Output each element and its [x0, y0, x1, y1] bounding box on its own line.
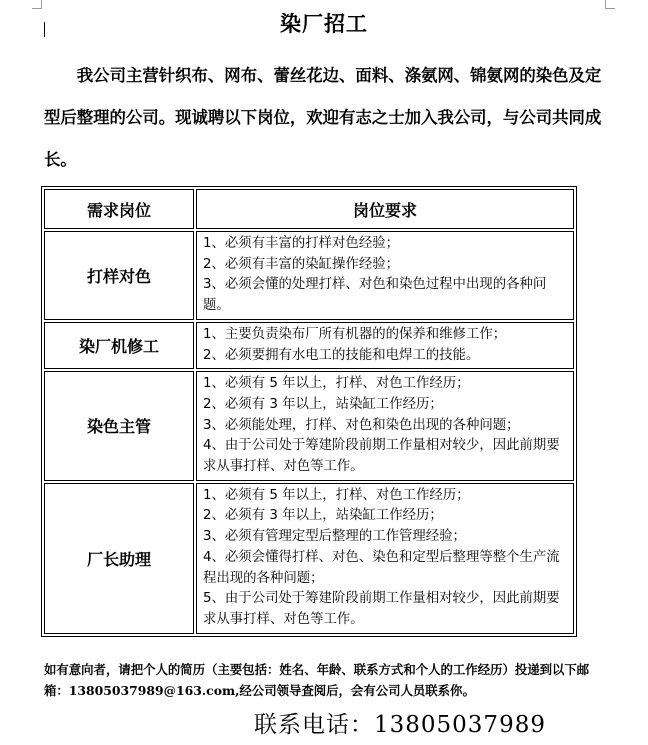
position-cell: 染色主管: [44, 371, 194, 481]
table-row: [44, 322, 574, 369]
requirement-item: 3、必须有管理定型后整理的工作管理经验；: [203, 529, 466, 545]
requirement-item: 1、必须有 5 年以上，打样、对色工作经历；: [203, 376, 470, 392]
requirement-item: 5、由于公司处于筹建阶段前期工作量相对较少，因此前期要求从事打样、对色等工作。: [203, 591, 560, 627]
requirement-item: 3、必须会懂的处理打样、对色和染色过程中出现的各种问题。: [203, 277, 547, 314]
job-table: [41, 186, 577, 637]
application-note: 如有意向者，请把个人的简历（主要包括：姓名、年龄、联系方式和个人的工作经历）投递到以下邮箱：13805037989@163.com,经公司领导查阅后，会有公司人员联系你。: [44, 662, 590, 698]
requirement-item: 2、必须有丰富的染缸操作经验；: [203, 256, 399, 272]
requirement-item: 4、必须会懂得打样、对色、染色和定型后整理等整个生产流程出现的各种问题；: [203, 549, 560, 586]
document-title: 染厂招工: [280, 11, 368, 36]
requirement-item: 1、必须有 5 年以上，打样、对色工作经历；: [203, 487, 470, 503]
table-row: [44, 231, 574, 320]
requirement-item: 1、必须有丰富的打样对色经验；: [203, 236, 399, 251]
header-requirements: 岗位要求: [196, 189, 574, 229]
requirement-item: 4、由于公司处于筹建阶段前期工作量相对较少，因此前期要求从事打样、对色等工作。: [203, 438, 560, 475]
requirements-cell: [196, 371, 574, 481]
requirement-item: 2、必须要拥有水电工的技能和电焊工的技能。: [203, 347, 480, 363]
table-row: [44, 483, 574, 634]
requirement-item: 3、必须能处理，打样、对色和染色出现的各种问题；: [203, 417, 520, 433]
table-row: [44, 371, 574, 481]
intro-paragraph: 我公司主营针织布、网布、蕾丝花边、面料、涤氨网、锦氨网的染色及定型后整理的公司。现诚聘以下岗位，欢迎有志之士加入我公司，与公司共同成长。: [44, 66, 602, 169]
requirements-cell: [196, 322, 574, 369]
requirement-item: 2、必须有 3 年以上，站染缸工作经历；: [203, 508, 443, 524]
contact-phone: 联系电话：13805037989: [254, 712, 546, 738]
requirement-item: 1、主要负责染布厂所有机器的的保养和维修工作；: [203, 326, 507, 342]
header-position: 需求岗位: [44, 189, 194, 229]
requirement-item: 2、必须有 3 年以上，站染缸工作经历；: [203, 396, 443, 412]
requirements-cell: [196, 231, 574, 320]
table-header-row: [44, 189, 574, 229]
requirements-cell: [196, 483, 574, 634]
position-cell: 染厂机修工: [44, 322, 194, 369]
position-cell: 厂长助理: [44, 483, 194, 634]
position-cell: 打样对色: [44, 231, 194, 320]
